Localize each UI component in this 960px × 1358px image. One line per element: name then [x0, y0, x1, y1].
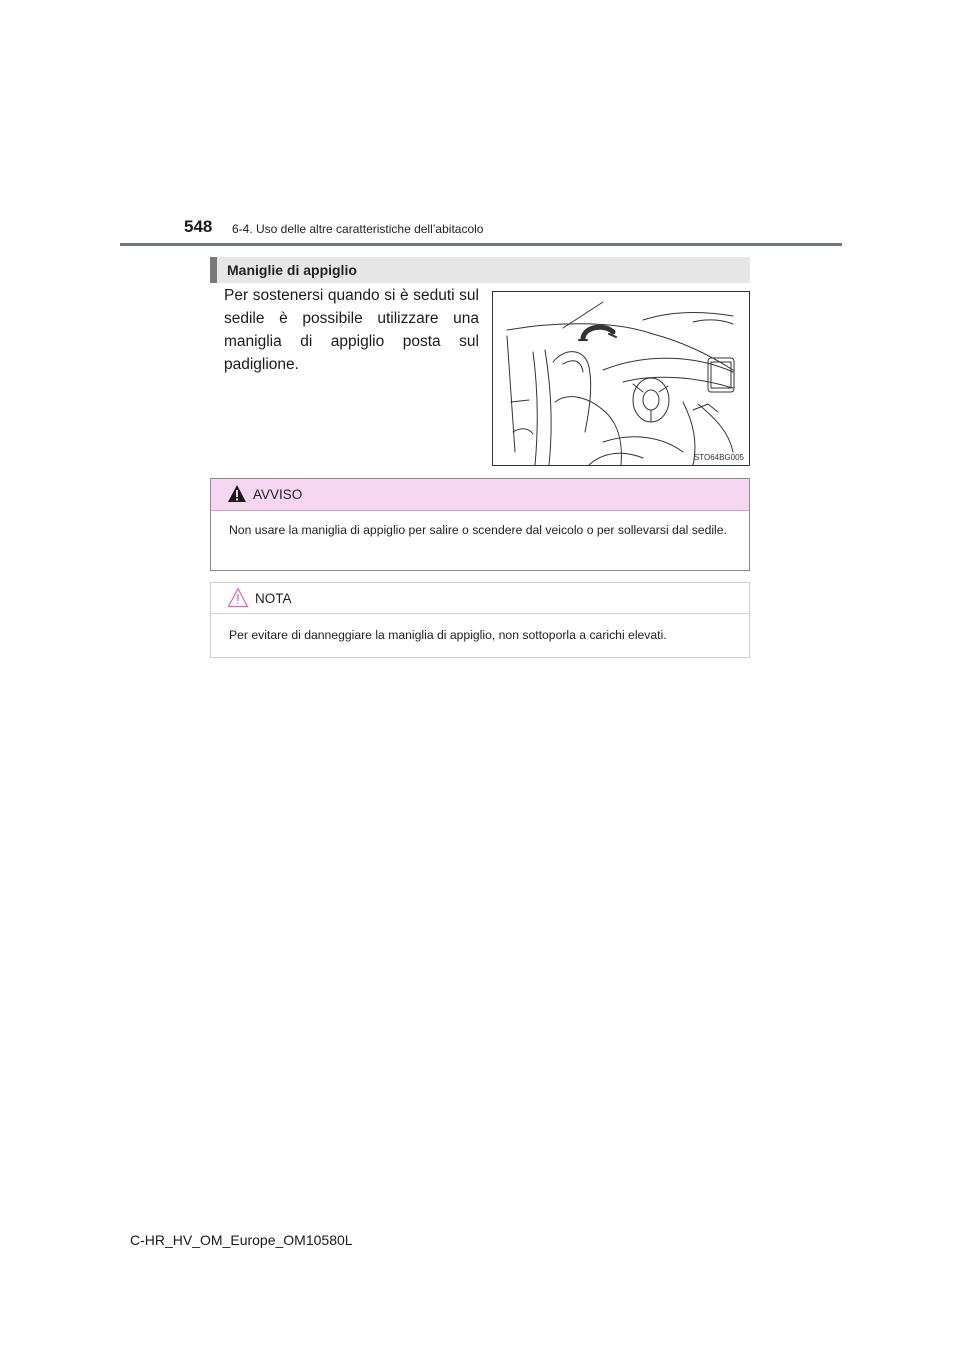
page-number: 548	[184, 217, 213, 236]
note-header	[211, 583, 749, 614]
warning-text: Non usare la maniglia di appiglio per salire o scendere dal veicolo o per sollevarsi dal sedile.	[229, 523, 727, 537]
note-text: Per evitare di danneggiare la maniglia di appiglio, non sottoporla a carichi elevati.	[229, 628, 667, 642]
warning-label: AVVISO	[253, 487, 303, 502]
caution-triangle-icon	[227, 587, 249, 608]
warning-box	[210, 478, 750, 571]
warning-header	[211, 479, 749, 511]
car-interior-drawing	[493, 292, 749, 465]
warning-triangle-icon	[227, 484, 247, 503]
header-rule	[120, 243, 842, 246]
section-heading-bar	[210, 257, 750, 283]
section-title: 6-4. Uso delle altre caratteristiche dell’abitacolo	[232, 222, 484, 236]
note-label: NOTA	[255, 591, 292, 606]
figure-code: STO64BG005	[693, 453, 744, 462]
note-box	[210, 582, 750, 658]
document-id: C-HR_HV_OM_Europe_OM10580L	[130, 1232, 353, 1248]
section-body-text: Per sostenersi quando si è seduti sul sedile è possibile utilizzare una maniglia di appiglio posta sul padiglione.	[224, 287, 479, 373]
section-heading: Maniglie di appiglio	[227, 262, 357, 278]
grab-handle-illustration	[492, 291, 750, 466]
